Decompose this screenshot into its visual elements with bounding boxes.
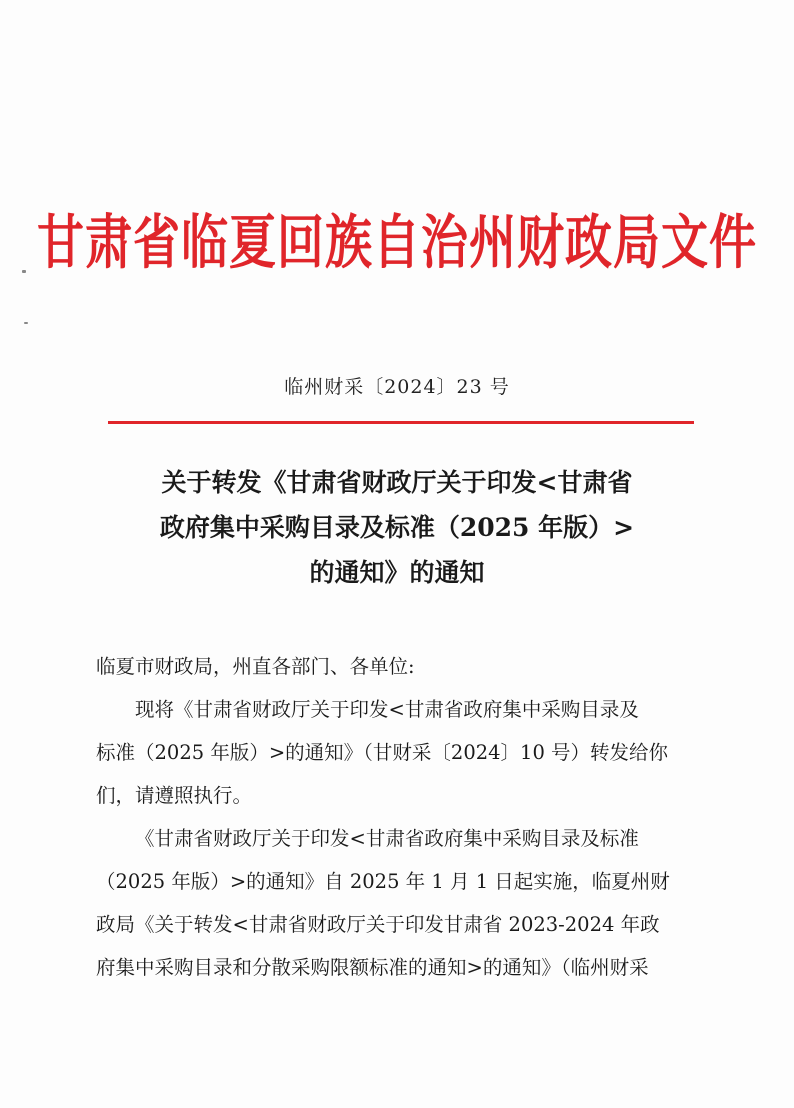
title-line: 的通知》的通知 [309,558,485,587]
title-line: 政府集中采购目录及标准（2025 年版）> [159,513,635,542]
paragraph-line: 现将《甘肃省财政厅关于印发<甘肃省政府集中采购目录及 [135,698,639,721]
paragraph-line: （2025 年版）>的通知》自 2025 年 1 月 1 日起实施，临夏州财 [96,870,670,893]
paragraph-line: 《甘肃省财政厅关于印发<甘肃省政府集中采购目录及标准 [135,827,639,850]
issuer-title: 甘肃省临夏回族自治州财政局文件 [37,208,757,278]
title-line: 关于转发《甘肃省财政厅关于印发<甘肃省 [161,468,633,497]
addressee-line: 临夏市财政局，州直各部门、各单位: [96,655,415,678]
red-separator-line [108,421,694,424]
document-body [96,645,700,989]
document-title [90,460,704,595]
paragraph-line: 们，请遵照执行。 [96,784,253,807]
paragraph-line: 府集中采购目录和分散采购限额标准的通知>的通知》（临州财采 [96,956,649,979]
scan-speck [24,322,28,324]
document-number: 临州财采〔2024〕23 号 [284,376,510,398]
paragraph-line: 标准（2025 年版）>的通知》（甘财采〔2024〕10 号）转发给你 [96,741,669,764]
paragraph-line: 政局《关于转发<甘肃省财政厅关于印发甘肃省 2023-2024 年政 [96,913,660,936]
